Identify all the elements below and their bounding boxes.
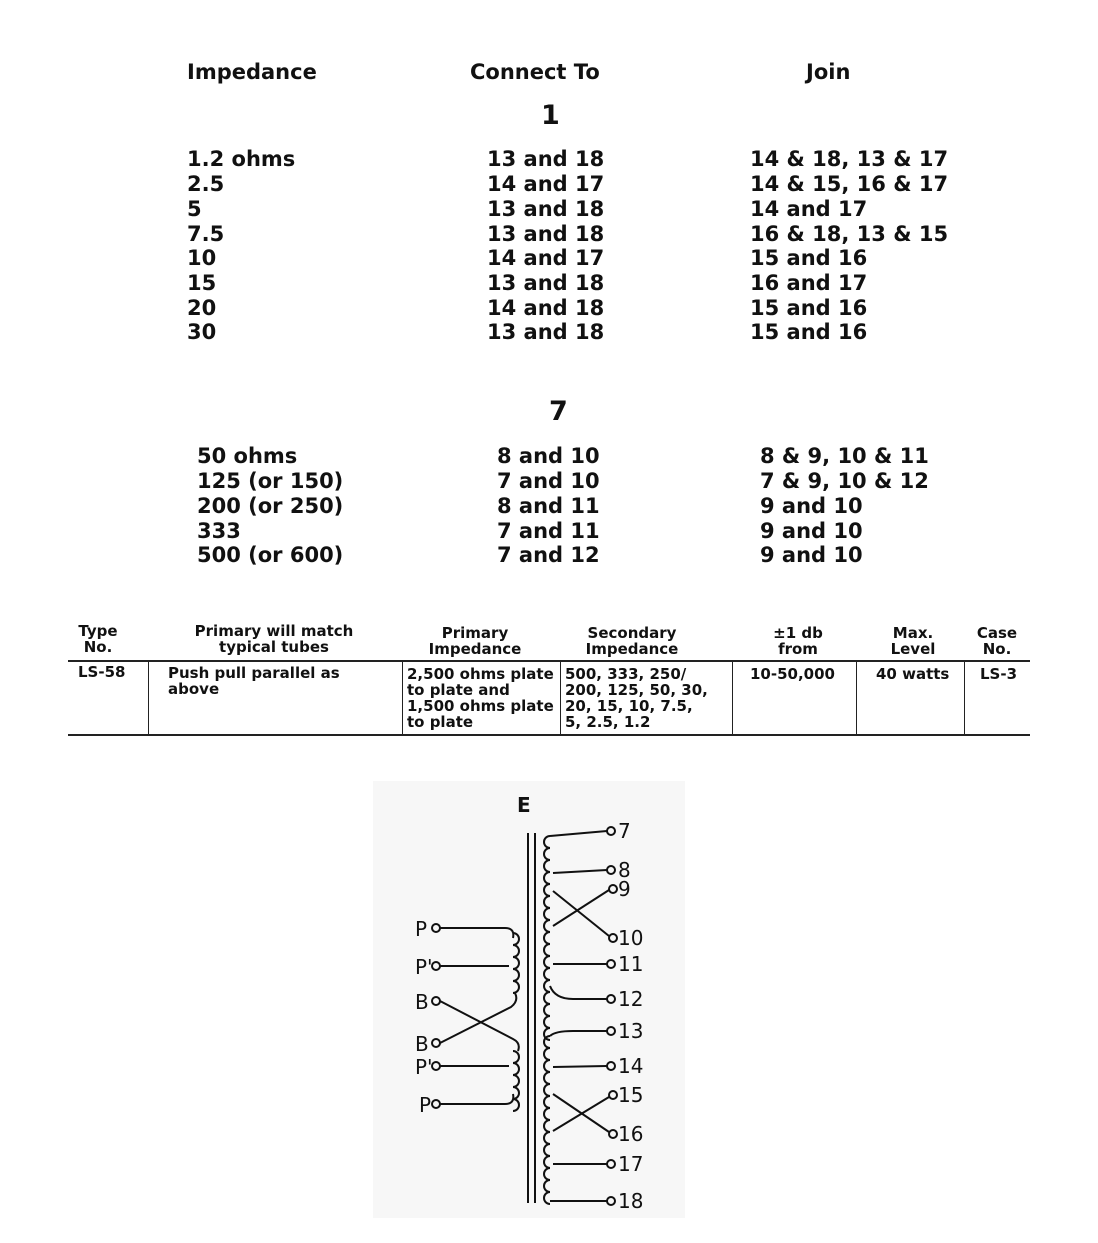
section-label-1: 1 xyxy=(541,100,560,131)
connect-cell: 8 and 11 xyxy=(497,494,600,518)
impedance-cell: 50 ohms xyxy=(197,444,298,468)
terminal-16 xyxy=(609,1130,617,1138)
spec-bottom-rule xyxy=(68,734,1030,736)
connect-cell: 14 and 17 xyxy=(487,246,605,270)
terminal-18 xyxy=(607,1197,615,1205)
spec-secondary-impedance-cell: 500, 333, 250/ 200, 125, 50, 30, 20, 15, 10, 7.5, 5, 2.5, 1.2 xyxy=(565,665,708,731)
join-cell: 9 and 10 xyxy=(760,494,863,518)
spec-primary-impedance-cell: 2,500 ohms plate to plate and 1,500 ohms plate to plate xyxy=(407,665,554,731)
right-label: 14 xyxy=(618,1054,644,1078)
secondary-coil-upper xyxy=(544,836,550,1040)
connect-cell: 13 and 18 xyxy=(487,320,605,344)
connect-cell: 7 and 11 xyxy=(497,519,600,543)
right-label: 11 xyxy=(618,952,644,976)
secondary-coil-lower xyxy=(544,1036,550,1204)
spec-type-cell: LS-58 xyxy=(78,663,126,681)
right-label: 15 xyxy=(618,1083,644,1107)
right-label: 16 xyxy=(618,1122,644,1146)
join-cell: 16 and 17 xyxy=(750,271,868,295)
spec-header-primary-match: Primary will match typical tubes xyxy=(194,622,354,656)
join-cell: 9 and 10 xyxy=(760,543,863,567)
spec-table xyxy=(68,620,1030,737)
impedance-cell: 5 xyxy=(187,197,202,221)
primary-coil-upper xyxy=(513,933,519,993)
right-label: 10 xyxy=(618,926,644,950)
join-cell: 15 and 16 xyxy=(750,246,868,270)
right-label: 12 xyxy=(618,987,644,1011)
spec-header-rule xyxy=(68,660,1030,662)
terminal-11 xyxy=(607,960,615,968)
join-cell: 16 & 18, 13 & 15 xyxy=(750,222,949,246)
spec-col-divider xyxy=(402,660,403,735)
impedance-cell: 1.2 ohms xyxy=(187,147,296,171)
impedance-cell: 7.5 xyxy=(187,222,225,246)
right-label: 18 xyxy=(618,1189,644,1213)
right-label: 8 xyxy=(618,858,631,882)
spec-header-primary-impedance: Primary Impedance xyxy=(428,624,522,658)
right-label: 13 xyxy=(618,1019,644,1043)
impedance-cell: 15 xyxy=(187,271,217,295)
spec-header-db: ±1 db from xyxy=(773,624,823,658)
terminal-15 xyxy=(609,1091,617,1099)
connect-cell: 14 and 18 xyxy=(487,296,605,320)
impedance-cell: 125 (or 150) xyxy=(197,469,344,493)
join-cell: 14 & 15, 16 & 17 xyxy=(750,172,949,196)
join-cell: 15 and 16 xyxy=(750,320,868,344)
connect-cell: 8 and 10 xyxy=(497,444,600,468)
impedance-cell: 30 xyxy=(187,320,217,344)
header-connect-to: Connect To xyxy=(470,60,600,84)
terminal-B2 xyxy=(432,1039,440,1047)
transformer-diagram xyxy=(373,781,685,1218)
impedance-cell: 20 xyxy=(187,296,217,320)
terminal-14 xyxy=(607,1062,615,1070)
join-cell: 7 & 9, 10 & 12 xyxy=(760,469,929,493)
left-label: B xyxy=(415,1032,429,1056)
terminal-P xyxy=(432,924,440,932)
spec-primary-match-cell: Push pull parallel as above xyxy=(168,664,340,698)
spec-case-cell: LS-3 xyxy=(980,665,1018,683)
terminal-B xyxy=(432,997,440,1005)
impedance-cell: 333 xyxy=(197,519,241,543)
spec-db-cell: 10-50,000 xyxy=(750,665,835,683)
spec-col-divider xyxy=(732,660,733,735)
terminal-7 xyxy=(607,827,615,835)
spec-header-secondary-impedance: Secondary Impedance xyxy=(585,624,679,658)
impedance-cell: 200 (or 250) xyxy=(197,494,344,518)
connect-cell: 13 and 18 xyxy=(487,222,605,246)
connect-cell: 13 and 18 xyxy=(487,197,605,221)
impedance-cell: 2.5 xyxy=(187,172,225,196)
terminal-P-prime-2 xyxy=(432,1062,440,1070)
spec-col-divider xyxy=(856,660,857,735)
header-join: Join xyxy=(806,60,851,84)
terminal-10 xyxy=(609,934,617,942)
impedance-cell: 10 xyxy=(187,246,217,270)
join-cell: 8 & 9, 10 & 11 xyxy=(760,444,929,468)
left-label: P' xyxy=(415,955,433,979)
primary-coil-lower xyxy=(513,1051,519,1111)
spec-header-type: Type No. xyxy=(78,622,118,656)
terminal-P-prime xyxy=(432,962,440,970)
left-label: B xyxy=(415,990,429,1014)
left-label: P xyxy=(419,1093,432,1117)
right-label: 17 xyxy=(618,1152,644,1176)
terminal-8 xyxy=(607,866,615,874)
left-label: P xyxy=(415,917,428,941)
spec-col-divider xyxy=(964,660,965,735)
terminal-17 xyxy=(607,1160,615,1168)
join-cell: 14 and 17 xyxy=(750,197,868,221)
left-label: P' xyxy=(415,1055,433,1079)
join-cell: 9 and 10 xyxy=(760,519,863,543)
spec-header-case: Case No. xyxy=(976,624,1018,658)
right-label: 9 xyxy=(618,877,631,901)
diagram-title: E xyxy=(517,793,531,817)
section-label-7: 7 xyxy=(549,396,568,427)
connect-cell: 14 and 17 xyxy=(487,172,605,196)
connect-cell: 13 and 18 xyxy=(487,147,605,171)
terminal-13 xyxy=(607,1027,615,1035)
terminal-9 xyxy=(609,885,617,893)
spec-col-divider xyxy=(560,660,561,735)
header-impedance: Impedance xyxy=(187,60,317,84)
join-cell: 14 & 18, 13 & 17 xyxy=(750,147,949,171)
connect-cell: 7 and 10 xyxy=(497,469,600,493)
connect-cell: 13 and 18 xyxy=(487,271,605,295)
spec-max-level-cell: 40 watts xyxy=(876,665,950,683)
right-label: 7 xyxy=(618,819,631,843)
terminal-12 xyxy=(607,995,615,1003)
connect-cell: 7 and 12 xyxy=(497,543,600,567)
terminal-P-2 xyxy=(432,1100,440,1108)
impedance-cell: 500 (or 600) xyxy=(197,543,344,567)
spec-col-divider xyxy=(148,660,149,735)
join-cell: 15 and 16 xyxy=(750,296,868,320)
spec-header-max-level: Max. Level xyxy=(890,624,936,658)
